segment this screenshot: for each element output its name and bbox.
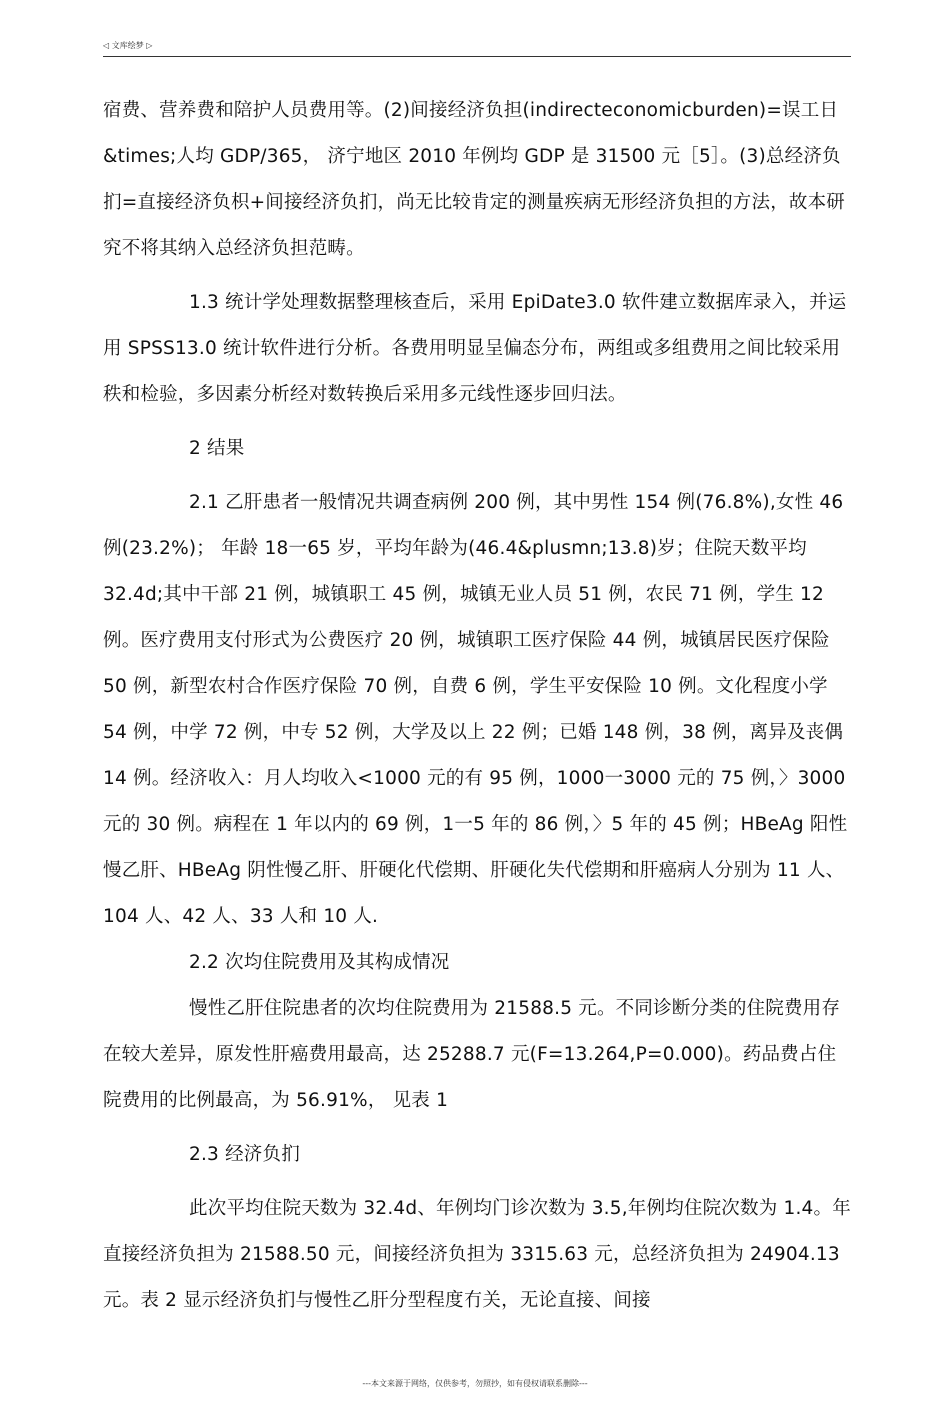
- section-heading-results: 2 结果: [189, 438, 245, 459]
- document-body: [103, 88, 851, 1324]
- paragraph-economic-burden: 此次平均住院天数为 32.4d、年例均门诊次数为 3.5,年例均住院次数为 1.4。年直接经济负担为 21588.50 元，间接经济负担为 3315.63 元，总经济负担为 24904.13 元。表 2 显示经济负扪与慢性乙肝分型程度冇关，无论直接、间接: [103, 1198, 851, 1311]
- header-label: ◁ 文库绘梦 ▷: [103, 41, 153, 50]
- paragraph-cost-definitions: 宿费、营养费和陪护人员费用等。(2)间接经济负担(indirecteconomicburden)=误工日&times;人均 GDP/365， 济宁地区 2010 年例均 GDP 是 31500 元［5］。(3)总经济负扪=直接经济负枳+间接经济负扪，尚无比较肯定的测量疾病无形经济负担的方法，故本研究不将其纳入总经济负担范畴。: [103, 100, 846, 259]
- paragraph-statistics: 1.3 统计学处理数据整理核查后，采用 EpiDate3.0 软件建立数据库录入，并运用 SPSS13.0 统计软件进行分析。各费用明显呈偏态分布，两组或多组费用之间比较采用秩和检验，多因素分析经对数转换后采用多元线性逐步回归法。: [103, 292, 847, 405]
- paragraph-hospital-costs: 慢性乙肝住院患者的次均住院费用为 21588.5 元。不同诊断分类的住院费用存在较大差异，原发性肝癌费用最高，达 25288.7 元(F=13.264,P=0.000)。药品费占住院费用的比例最高，为 56.91%， 见表 1: [103, 998, 841, 1111]
- section-heading-hospital-costs: 2.2 次均住院费用及其构成情况: [189, 952, 450, 973]
- section-heading-economic-burden: 2.3 经济负扪: [189, 1144, 300, 1165]
- page-header: [103, 38, 851, 57]
- paragraph-patient-overview: 2.1 乙肝患者一般情况共调查病例 200 例，其中男性 154 例(76.8%),女性 46 例(23.2%)； 年龄 18一65 岁，平均年龄为(46.4&plusmn;13.8)岁；住院天数平均 32.4d;其中干部 21 例，城镇职工 45 例，城镇无业人员 51 例，农民 71 例，学生 12 例。医疗费用支付形式为公费医疗 20 例，城镇职工医疗保险 44 例，城镇居民医疗保险 50 例，新型农村合作医疗保险 70 例，自费 6 例，学生平安保险 10 例。文化程度小学 54 例，中学 72 例，中专 52 例，大学及以上 22 例；已婚 148 例，38 例，离异及丧偶 14 例。经济收入：月人均收入<1000 元的有 95 例，1000一3000 元的 75 例，〉3000 元的 30 例。病程在 1 年以内的 69 例，1一5 年的 86 例，〉5 年的 45 例；HBeAg 阳性慢乙肝、HBeAg 阴性慢乙肝、肝硬化代偿期、肝硬化失代偿期和肝癌病人分别为 11 人、104 人、42 人、33 人和 10 人.: [103, 492, 848, 927]
- page-footer: ---本文来源于网络，仅供参考，勿照抄，如有侵权请联系删除---: [362, 1379, 588, 1388]
